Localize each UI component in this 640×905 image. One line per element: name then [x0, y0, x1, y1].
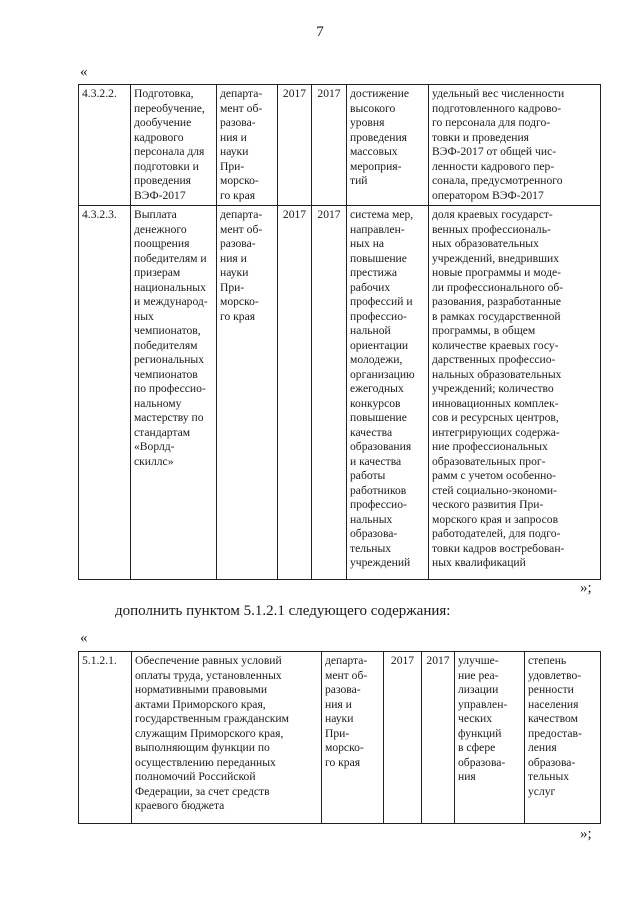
row-number: 4.3.2.3.	[79, 206, 131, 580]
open-quote-2: «	[80, 630, 88, 646]
measure-name: Обеспечение равных условий оплаты труда, установленных нормативными правовыми актами Приморского края, государственным гражданским служащим Приморского края, выполняющим функции по осуществлению переданных полномочий Российской Федерации, за счет средств краевого бюджета	[132, 652, 322, 824]
page-number: 7	[316, 24, 324, 40]
table-row	[79, 652, 601, 824]
close-quote-1: »;	[580, 580, 592, 596]
indicator: доля краевых государст- венных профессиональ- ных образовательных учреждений, внедривших новые программы и моде- ли профессионального об- разования, разработанные в рамках государственной программы, в общем количестве краевых госу- дарственных профессио- нальных образовательных учреждений; количество инновационных комплек- сов и ресурсных центров, интегрирующих содержа- ние профессиональных образовательных прог- рамм с учетом особенно- стей социально-экономи- ческого развития При- морского края и запросов работодателей, для подго- товки кадров востребован- ных квалификаций	[429, 206, 601, 580]
table-row	[79, 85, 601, 206]
start-year: 2017	[278, 206, 312, 580]
table-row	[79, 206, 601, 580]
measures-table-2	[78, 651, 601, 824]
expected-result: достижение высокого уровня проведения массовых мероприя- тий	[347, 85, 429, 206]
row-number: 5.1.2.1.	[79, 652, 132, 824]
executor: департа- мент об- разова- ния и науки При- морско- го края	[217, 85, 278, 206]
measure-name: Выплата денежного поощрения победителям и призерам национальных и международ- ных чемпионатов, победителям региональных чемпионатов по профессио- нальному мастерству по стандартам «Ворлд- скиллс»	[131, 206, 217, 580]
expected-result: система мер, направлен- ных на повышение престижа рабочих профессий и профессио- нальной ориентации молодежи, организацию ежегодных конкурсов повышение качества образования и качества работы работников профессио- нальных образова- тельных учреждений	[347, 206, 429, 580]
close-quote-2: »;	[580, 826, 592, 842]
end-year: 2017	[312, 85, 347, 206]
executor: департа- мент об- разова- ния и науки При- морско- го края	[217, 206, 278, 580]
executor: департа- мент об- разова- ния и науки При- морско- го края	[322, 652, 384, 824]
measures-table-1	[78, 84, 601, 580]
amendment-paragraph: дополнить пунктом 5.1.2.1 следующего содержания:	[115, 603, 451, 619]
start-year: 2017	[384, 652, 422, 824]
open-quote-1: «	[80, 64, 88, 80]
start-year: 2017	[278, 85, 312, 206]
indicator: удельный вес численности подготовленного кадрово- го персонала для подго- товки и проведения ВЭФ-2017 от общей чис- ленности кадрового пер- сонала, предусмотренного оператором ВЭФ-2017	[429, 85, 601, 206]
expected-result: улучше- ние реа- лизации управлен- ческих функций в сфере образова- ния	[455, 652, 525, 824]
indicator: степень удовлетво- ренности населения качеством предостав- ления образова- тельных услуг	[525, 652, 601, 824]
row-number: 4.3.2.2.	[79, 85, 131, 206]
end-year: 2017	[422, 652, 455, 824]
end-year: 2017	[312, 206, 347, 580]
measure-name: Подготовка, переобучение, дообучение кадрового персонала для подготовки и проведения ВЭФ-2017	[131, 85, 217, 206]
